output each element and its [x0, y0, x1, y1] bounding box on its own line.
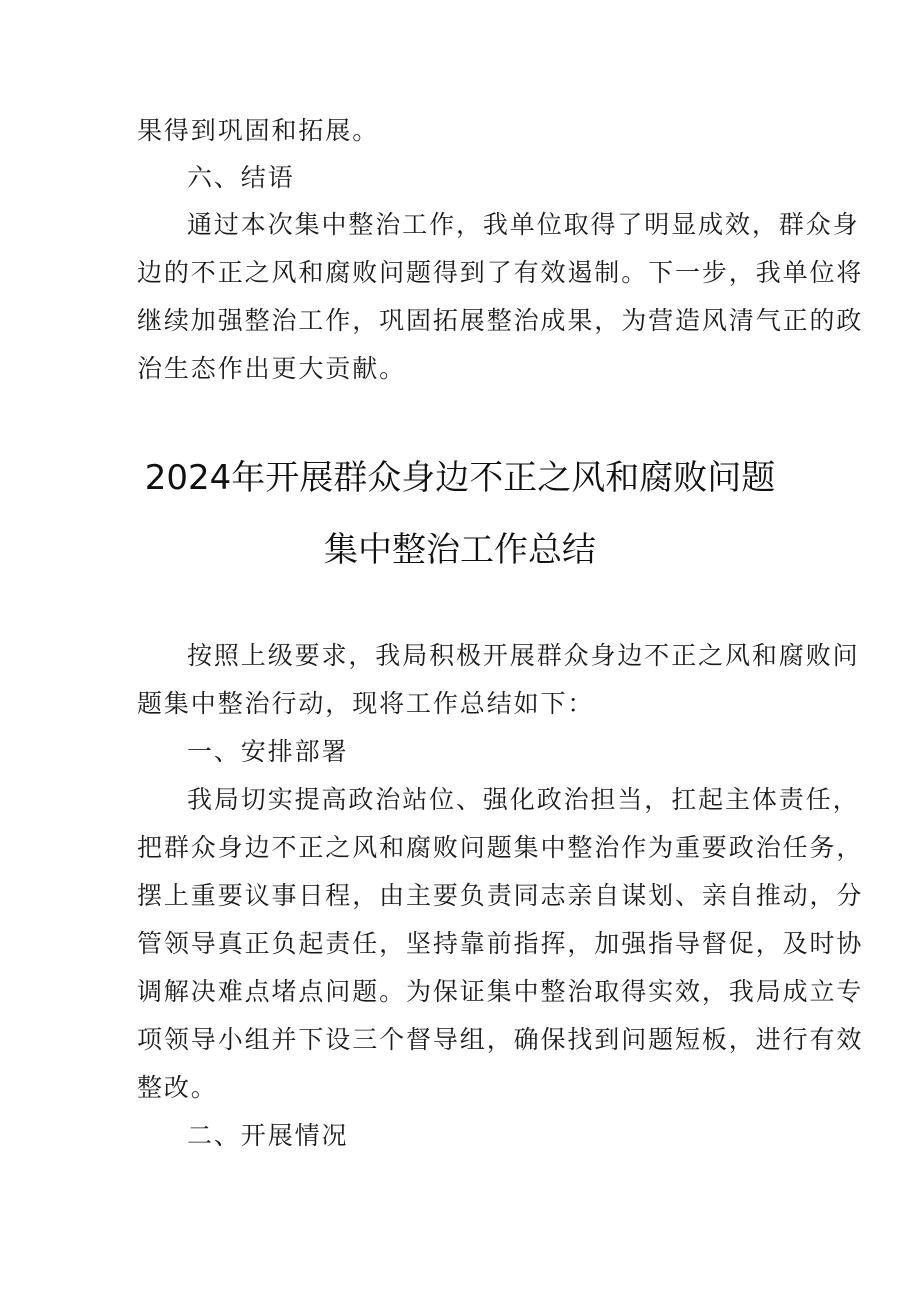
conclusion-line-3: 继续加强整治工作，巩固拓展整治成果，为营造风清气正的政	[137, 306, 864, 335]
arrangement-line-4: 管领导真正负起责任，坚持靠前指挥，加强指导督促，及时协	[137, 929, 864, 958]
section-heading-conclusion: 六、结语	[187, 163, 295, 192]
conclusion-line-4: 治生态作出更大贡献。	[137, 354, 407, 383]
conclusion-line-1: 通过本次集中整治工作，我单位取得了明显成效，群众身	[187, 210, 860, 239]
conclusion-line-2: 边的不正之风和腐败问题得到了有效遏制。下一步，我单位将	[137, 258, 864, 287]
arrangement-line-5: 调解决难点堵点问题。为保证集中整治取得实效，我局成立专	[137, 977, 864, 1006]
intro-line-1: 按照上级要求，我局积极开展群众身边不正之风和腐败问	[187, 641, 860, 670]
arrangement-line-3: 摆上重要议事日程，由主要负责同志亲自谋划、亲自推动，分	[137, 881, 864, 910]
section-heading-arrangement: 一、安排部署	[187, 737, 349, 766]
arrangement-line-7: 整改。	[137, 1073, 218, 1102]
arrangement-line-6: 项领导小组并下设三个督导组，确保找到问题短板，进行有效	[137, 1025, 864, 1054]
document-title-line-2: 集中整治工作总结	[324, 530, 596, 570]
section-heading-progress: 二、开展情况	[187, 1121, 349, 1150]
arrangement-line-2: 把群众身边不正之风和腐败问题集中整治作为重要政治任务，	[137, 833, 864, 862]
paragraph-tail-line: 果得到巩固和拓展。	[137, 116, 380, 145]
intro-line-2: 题集中整治行动，现将工作总结如下：	[137, 689, 595, 718]
document-title-line-1: 2024年开展群众身边不正之风和腐败问题	[144, 458, 776, 498]
arrangement-line-1: 我局切实提高政治站位、强化政治担当，扛起主体责任，	[187, 785, 860, 814]
